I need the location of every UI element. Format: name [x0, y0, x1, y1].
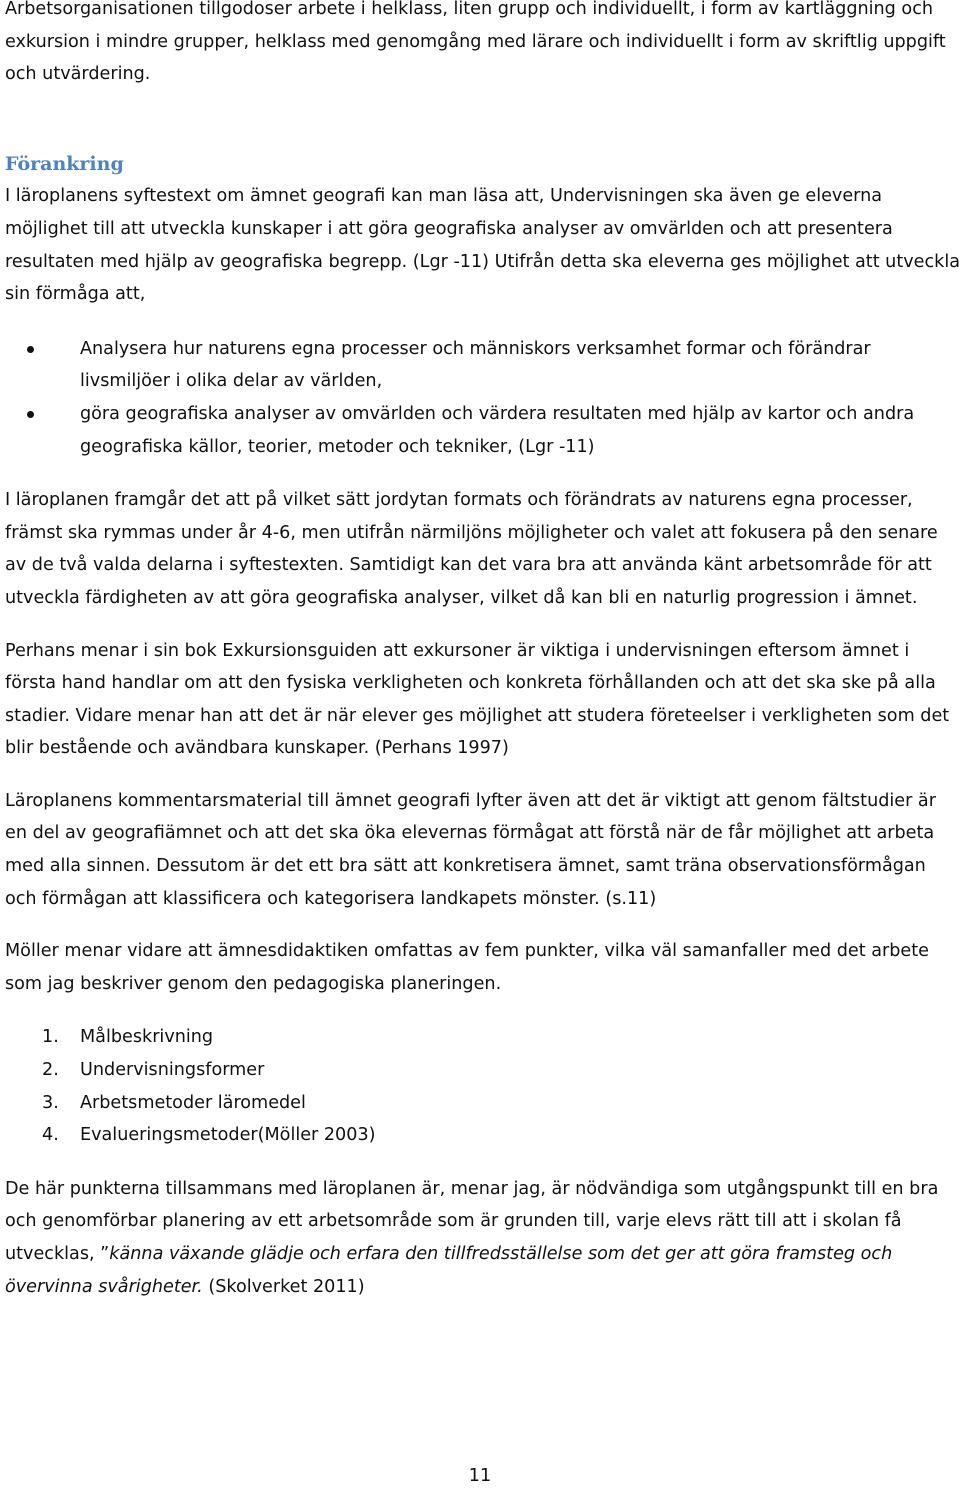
bullet-item [5, 398, 960, 463]
paragraph-perhans: Perhans menar i sin bok Exkursionsguiden att exkursoner är viktiga i undervisningen eftersom ämnet i första hand handlar om att den fysiska verkligheten och konkreta förhållanden och att det ska ske på alla stadier. Vidare menar han att det är när elever ges möjlighet att studera företeelser i verkligheten som det blir bestående och avändbara kunskaper. (Perhans 1997) [5, 640, 950, 759]
list-text: Arbetsmetoder läromedel [80, 1092, 306, 1113]
conclusion-quote: känna växande glädje och erfara den tillfredsställelse som det ger att göra framsteg och övervinna svårigheter. [5, 1244, 893, 1297]
bullet-text: Analysera hur naturens egna processer och människors verksamhet formar och förändrar livsmiljöer i olika delar av världen, [80, 338, 871, 392]
intro-paragraph: Arbetsorganisationen tillgodoser arbete i helklass, liten grupp och individuellt, i form av kartläggning och exkursion i mindre grupper, helklass med genomgång med lärare och individuellt i form av skriftlig uppgift och utvärdering. [5, 0, 946, 85]
paragraph-conclusion [5, 1173, 960, 1303]
document-body [5, 0, 960, 1303]
ability-bullet-list [5, 333, 960, 463]
list-number: 3. [42, 1092, 59, 1113]
list-number: 4. [42, 1125, 59, 1146]
list-item [5, 1087, 960, 1120]
paragraph-curriculum-purpose: I läroplanens syftestext om ämnet geografi kan man läsa att, Undervisningen ska även ge eleverna möjlighet till att utveckla kunskaper i att göra geografiska analyser av omvärlden och att presentera resultaten med hjälp av geografiska begrepp. (Lgr -11) Utifrån detta ska eleverna ges möjlighet att utveckla sin förmåga att, [5, 186, 960, 305]
conclusion-text: De här punkterna tillsammans med läroplanen är, menar jag, är nödvändiga som utgångspunkt till en bra och genomförbar planering av ett arbetsområde som är grunden till, varje elevs rätt till att i skolan få utvecklas, ” [5, 1178, 939, 1264]
list-item [5, 1054, 960, 1087]
list-item [5, 1021, 960, 1054]
list-number: 1. [42, 1027, 59, 1048]
section-heading: Förankring [5, 152, 124, 175]
list-text: Evalueringsmetoder(Möller 2003) [80, 1125, 376, 1146]
paragraph-moller: Möller menar vidare att ämnesdidaktiken omfattas av fem punkter, vilka väl samanfaller med det arbete som jag beskriver genom den pedagogiska planeringen. [5, 941, 929, 994]
list-number: 2. [42, 1060, 59, 1081]
bullet-item [5, 333, 960, 398]
list-text: Undervisningsformer [80, 1060, 265, 1081]
paragraph-commentary: Läroplanens kommentarsmaterial till ämnet geografi lyfter även att det är viktigt att genom fältstudier är en del av geografiämnet och att det ska öka elevernas förmågat att förstå när de får möjlighet att arbeta med alla sinnen. Dessutom är det ett bra sätt att konkretisera ämnet, samt träna observationsförmågan och förmågan att klassificera och kategorisera landkapets mönster. (s.11) [5, 790, 936, 909]
bullet-dot-icon [27, 346, 34, 353]
conclusion-citation: (Skolverket 2011) [202, 1276, 365, 1297]
bullet-dot-icon [27, 411, 34, 418]
paragraph-curriculum-years: I läroplanen framgår det att på vilket sätt jordytan formats och förändrats av naturens egna processer, främst ska rymmas under år 4-6, men utifrån närmiljöns möjligheter och valet att fokusera på den senare av de två valda delarna i syftestexten. Samtidigt kan det vara bra att använda känt arbetsområde för att utveckla färdigheten av att göra geografiska analyser, vilket då kan bli en naturlig progression i ämnet. [5, 490, 938, 608]
list-item [5, 1119, 960, 1152]
list-text: Målbeskrivning [80, 1027, 214, 1048]
bullet-text: göra geografiska analyser av omvärlden och värdera resultaten med hjälp av kartor och andra geografiska källor, teorier, metoder och tekniker, (Lgr -11) [80, 403, 915, 457]
page-number: 11 [468, 1466, 492, 1486]
didactics-numbered-list [5, 1021, 960, 1151]
